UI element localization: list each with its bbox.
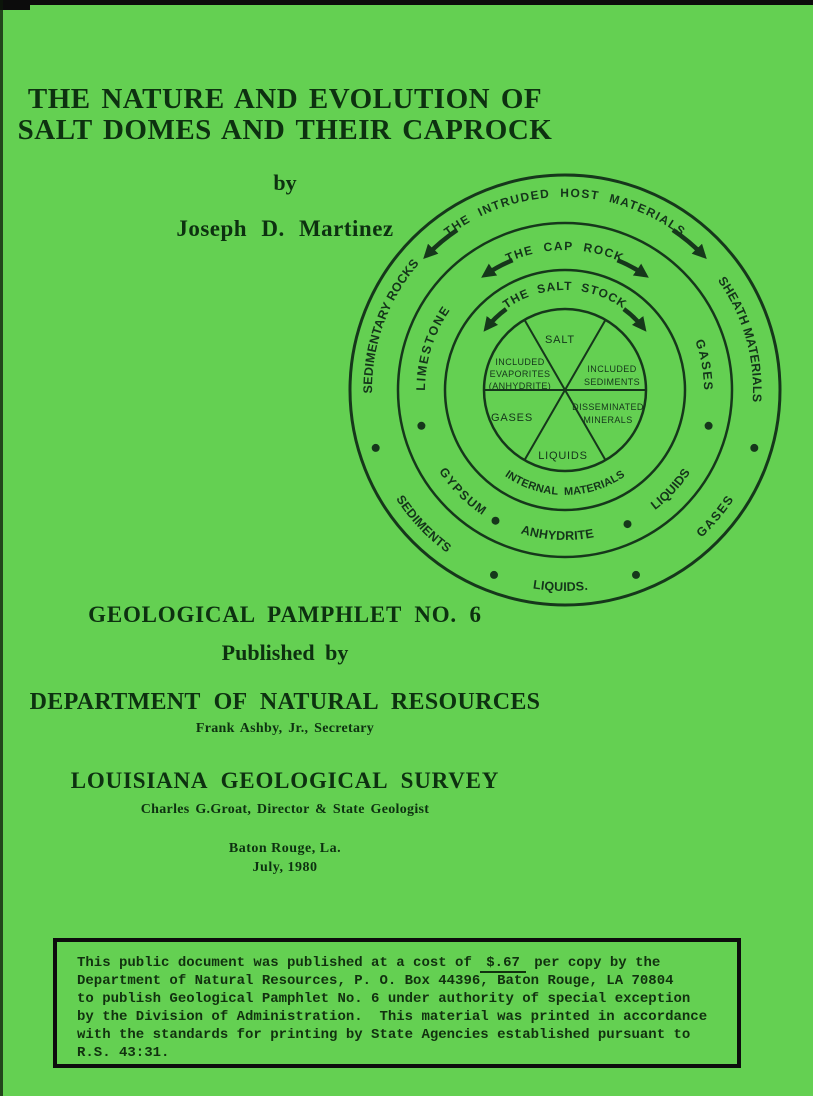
ring-label-internal-materials: INTERNAL MATERIALS xyxy=(502,468,628,499)
scan-left-edge-line xyxy=(0,0,3,1096)
page-title xyxy=(0,84,570,146)
pamphlet-number-line: GEOLOGICAL PAMPHLET NO. 6 xyxy=(88,602,482,627)
page-title-line2: SALT DOMES AND THEIR CAPROCK xyxy=(17,114,553,146)
notice-line1-pre: This public document was published at a cost of xyxy=(77,955,481,971)
ring-label-sheath-materials: SHEATH MATERIALS xyxy=(715,274,765,403)
ring-label-limestone: LIMESTONE xyxy=(413,302,454,391)
ring-label-gypsum: GYPSUM xyxy=(436,464,490,519)
ring-label-sediments: SEDIMENTS xyxy=(393,492,454,556)
ring-label-liquids-caprock: LIQUIDS xyxy=(648,465,694,513)
notice-line-2: Department of Natural Resources, P. O. Box 44396, Baton Rouge, LA 70804 xyxy=(77,973,674,989)
salt-stock-right-arrow xyxy=(624,309,644,328)
department-name: DEPARTMENT OF NATURAL RESOURCES xyxy=(29,689,541,715)
ring-title-intruded-host: THE INTRUDED HOST MATERIALS xyxy=(441,185,689,239)
notice-line-4: by the Division of Administration. This material was printed in accordance xyxy=(77,1009,708,1025)
notice-line-3: to publish Geological Pamphlet No. 6 under authority of special exception xyxy=(77,991,691,1007)
notice-line-1 xyxy=(77,954,737,972)
pie-label-disseminated-minerals-line1: DISSEMINATED xyxy=(572,402,644,412)
salt-stock-left-arrow xyxy=(486,309,506,328)
pie-label-included-sediments-line2: SEDIMENTS xyxy=(583,377,641,387)
ring-title-salt-stock: THE SALT STOCK xyxy=(500,278,630,312)
pie-label-evaporites-line2: EVAPORITES xyxy=(489,369,551,379)
ring-label-gases-host: GASES xyxy=(693,492,737,540)
pie-segment-labels xyxy=(489,334,644,462)
ring-label-sedimentary-rocks: SEDIMENTARY ROCKS xyxy=(361,256,422,394)
notice-line-5: with the standards for printing by State Agencies established pursuant to xyxy=(77,1027,691,1043)
pie-label-gases: GASES xyxy=(491,412,533,424)
ring-label-liquids-host: LIQUIDS. xyxy=(532,577,589,595)
notice-cost-value: $.67 xyxy=(480,955,526,973)
secretary-name: Frank Ashby, Jr., Secretary xyxy=(195,721,375,736)
notice-line1-post: per copy by the xyxy=(525,955,661,971)
author-name: Joseph D. Martinez xyxy=(176,216,394,241)
pie-label-included-sediments-line1: INCLUDED xyxy=(587,364,637,374)
scan-top-edge-bar xyxy=(0,0,813,5)
city-line: Baton Rouge, La. xyxy=(228,841,342,856)
date-line: July, 1980 xyxy=(252,860,318,875)
scan-corner-mark xyxy=(0,0,30,10)
pie-label-salt: SALT xyxy=(545,334,575,346)
pie-label-disseminated-minerals-line2: MINERALS xyxy=(583,415,633,425)
publication-cost-notice-box xyxy=(53,938,741,1068)
director-name: Charles G.Groat, Director & State Geologist xyxy=(140,802,430,817)
pie-label-evaporites-line1: INCLUDED xyxy=(495,357,545,367)
pie-label-liquids: LIQUIDS xyxy=(538,450,588,462)
page-title-line1: THE NATURE AND EVOLUTION OF xyxy=(27,83,543,115)
ring-label-anhydrite: ANHYDRITE xyxy=(519,522,595,544)
ring-label-gases-caprock: GASES xyxy=(692,337,716,392)
pie-label-evaporites-line3: (ANHYDRITE) xyxy=(488,381,552,391)
published-by-line: Published by xyxy=(221,640,349,665)
salt-dome-wheel-diagram xyxy=(330,165,800,620)
survey-name: LOUISIANA GEOLOGICAL SURVEY xyxy=(70,768,500,793)
ring-title-cap-rock: THE CAP ROCK xyxy=(503,238,627,266)
byline-label: by xyxy=(273,170,297,195)
notice-line-6: R.S. 43:31. xyxy=(77,1045,170,1061)
